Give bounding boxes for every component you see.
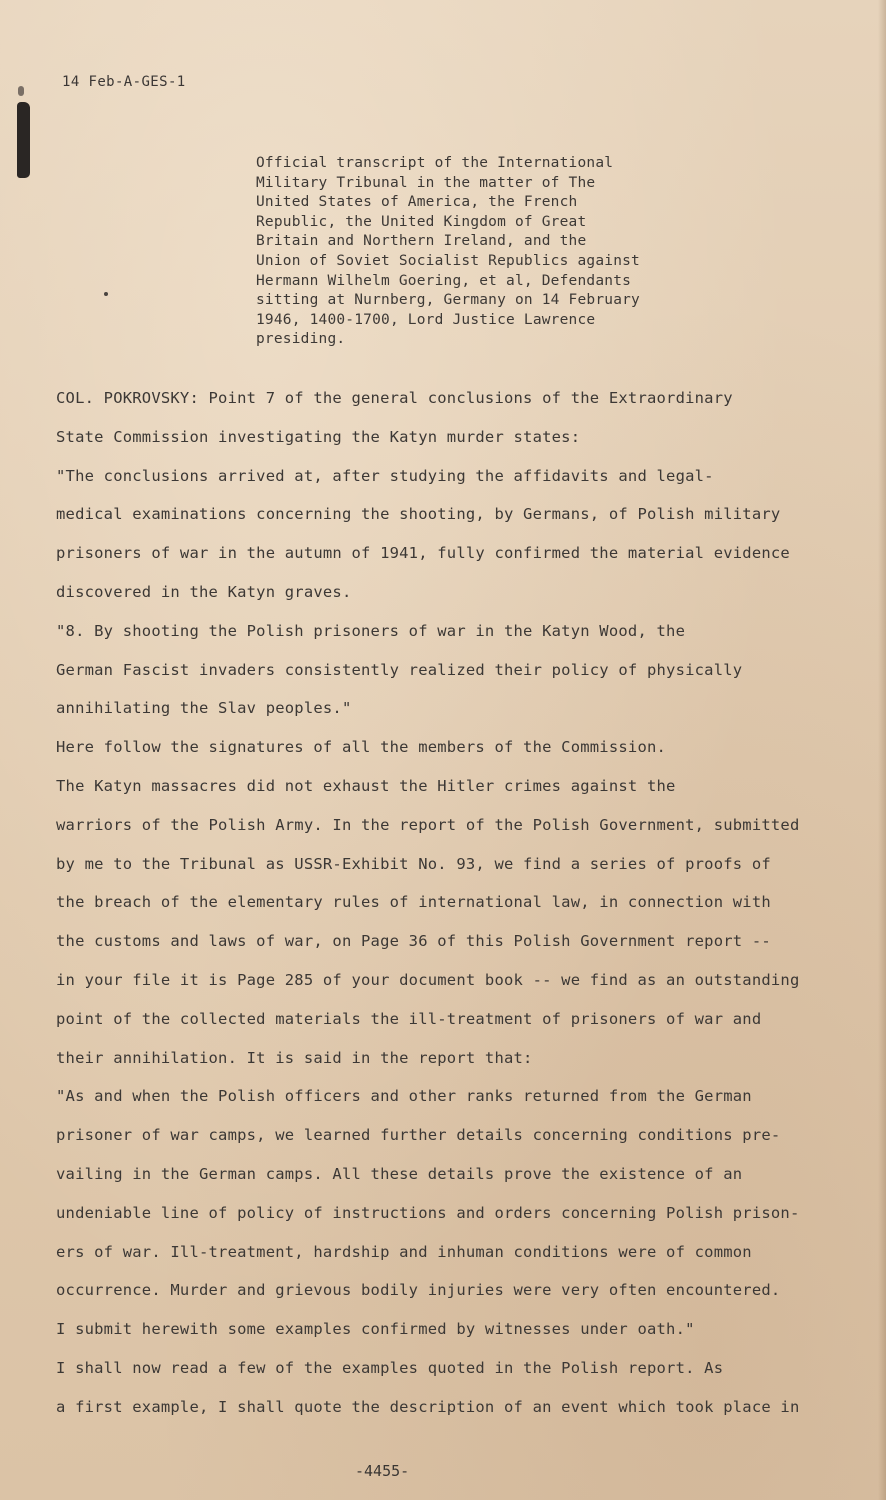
binding-mark (17, 102, 30, 178)
caption-line: Hermann Wilhelm Goering, et al, Defendants (256, 272, 632, 289)
body-line: point of the collected materials the ill-treatment of prisoners of war and (56, 1009, 762, 1028)
caption-line: presiding. (256, 331, 346, 348)
caption-line: Official transcript of the International (256, 155, 614, 171)
caption-line: Union of Soviet Socialist Republics against (256, 252, 640, 269)
body-line: "As and when the Polish officers and other ranks returned from the German (56, 1087, 752, 1106)
caption-line: 1946, 1400-1700, Lord Justice Lawrence (256, 311, 596, 328)
body-line: occurrence. Murder and grievous bodily injuries were very often encountered. (56, 1281, 781, 1300)
page-code: 14 Feb-A-GES-1 (62, 74, 186, 90)
body-line: Here follow the signatures of all the members of the Commission. (56, 738, 667, 757)
body-line: COL. POKROVSKY: Point 7 of the general conclusions of the Extraordinary (56, 389, 733, 407)
caption-line: Republic, the United Kingdom of Great (256, 213, 587, 230)
body-line: The Katyn massacres did not exhaust the Hitler crimes against the (56, 776, 676, 795)
body-line: "8. By shooting the Polish prisoners of war in the Katyn Wood, the (56, 621, 686, 640)
ink-dot (104, 292, 108, 296)
body-line: their annihilation. It is said in the report that: (56, 1048, 533, 1067)
body-line: I shall now read a few of the examples quoted in the Polish report. As (56, 1358, 724, 1377)
caption-line: United States of America, the French (256, 194, 578, 211)
body-line: State Commission investigating the Katyn murder states: (56, 427, 581, 446)
paper-tear-mark (18, 86, 24, 96)
transcript-body (56, 384, 836, 1432)
caption-line: Military Tribunal in the matter of The (256, 174, 596, 191)
body-line: discovered in the Katyn graves. (56, 582, 352, 601)
body-line: annihilating the Slav peoples." (56, 699, 352, 718)
body-line: the breach of the elementary rules of international law, in connection with (56, 893, 771, 912)
body-line: medical examinations concerning the shooting, by Germans, of Polish military (56, 505, 781, 524)
body-line: "The conclusions arrived at, after studying the affidavits and legal- (56, 466, 714, 485)
body-line: undeniable line of policy of instructions and orders concerning Polish prison- (56, 1203, 800, 1222)
body-line: prisoner of war camps, we learned further details concerning conditions pre- (56, 1126, 781, 1145)
page-edge-shadow (878, 0, 886, 1500)
transcript-caption (256, 154, 696, 350)
body-line: the customs and laws of war, on Page 36 of this Polish Government report -- (56, 932, 771, 951)
body-line: vailing in the German camps. All these details prove the existence of an (56, 1164, 743, 1183)
body-line: German Fascist invaders consistently realized their policy of physically (56, 660, 743, 679)
body-line: in your file it is Page 285 of your document book -- we find as an outstanding (56, 970, 800, 989)
body-line: prisoners of war in the autumn of 1941, fully confirmed the material evidence (56, 544, 790, 563)
body-line: I submit herewith some examples confirmed by witnesses under oath." (56, 1320, 695, 1339)
body-line: warriors of the Polish Army. In the report of the Polish Government, submitted (56, 815, 800, 834)
page-number: -4455- (355, 1462, 410, 1480)
body-line: by me to the Tribunal as USSR-Exhibit No. 93, we find a series of proofs of (56, 854, 771, 873)
body-line: ers of war. Ill-treatment, hardship and inhuman conditions were of common (56, 1242, 752, 1261)
caption-line: Britain and Northern Ireland, and the (256, 233, 587, 250)
caption-line: sitting at Nurnberg, Germany on 14 February (256, 292, 640, 309)
body-line: a first example, I shall quote the description of an event which took place in (56, 1397, 800, 1416)
